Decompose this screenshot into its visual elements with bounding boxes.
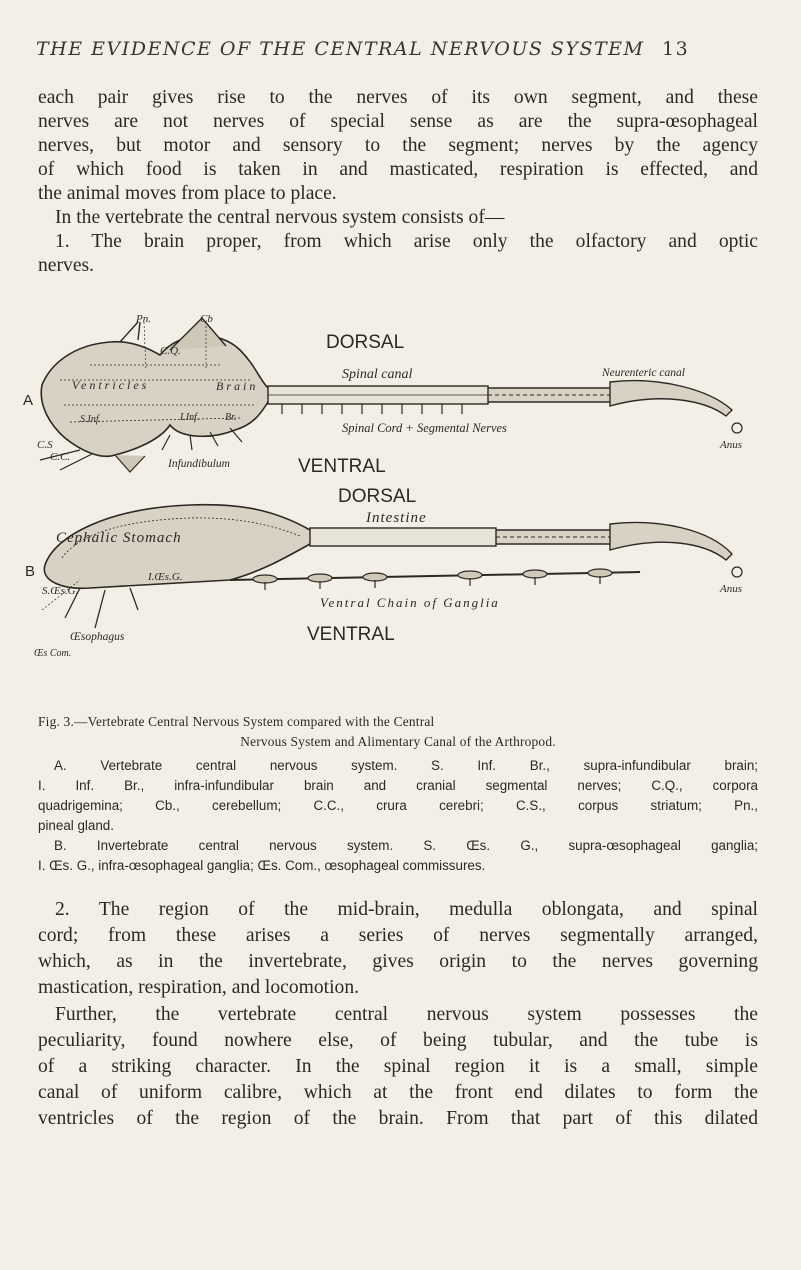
legend-line: pineal gland. [38,818,114,833]
paragraph-segment-nerves [38,86,758,206]
page-number: 13 [662,38,690,60]
label-cs: C.S [37,439,53,451]
label-anus-a: Anus [720,439,742,451]
figure-3-diagram [20,310,780,700]
label-infundibulum: Infundibulum [168,458,230,470]
legend-a [38,756,758,836]
paragraph-vertebrate-intro [38,206,758,230]
text-line: the animal moves from place to place. [38,183,337,204]
label-spinal-canal: Spinal canal [342,367,413,382]
legend-line: B. Invertebrate central nervous system. S. Œs. G., supra-œsophageal ganglia; [54,838,758,853]
text-line: of a striking character. In the spinal region it is a small, simple [38,1056,758,1077]
label-cq: C.Q. [160,345,181,357]
figure-caption [38,712,758,752]
paragraph-tubular [38,1002,758,1132]
text-line: ventricles of the region of the brain. From that part of this dilated [38,1108,758,1129]
label-cc: C.C. [50,451,71,463]
caption-line: Fig. 3.—Vertebrate Central Nervous System compared with the Central [38,714,435,729]
label-intestine: Intestine [366,510,427,526]
text-line: each pair gives rise to the nerves of its own segment, and these [38,87,758,108]
text-line: which, as in the invertebrate, gives origin to the nerves governing [38,951,758,972]
label-ioesg: I.Œs.G. [148,571,183,583]
text-line: 2. The region of the mid-brain, medulla oblongata, and spinal [55,899,758,920]
diagram-b-dorsal: DORSAL [338,486,417,507]
running-head [36,38,776,60]
running-head-title: THE EVIDENCE OF THE CENTRAL NERVOUS SYSTEM [36,38,645,60]
legend-b [38,836,758,876]
text-line: 1. The brain proper, from which arise only the olfactory and optic [55,231,758,252]
caption-line: Nervous System and Alimentary Canal of the Arthropod. [240,734,556,749]
figure-svg [20,310,780,700]
label-cb: Cb [200,313,213,325]
text-line: In the vertebrate the central nervous system consists of— [55,207,505,228]
label-iinf: I.Inf. [180,412,200,423]
label-oes-com: Œs Com. [34,648,72,659]
text-line: nerves are not nerves of special sense as are the supra-œsophageal [38,111,758,132]
label-ventricles: Ventricles [72,378,150,392]
diagram-b-ventral: VENTRAL [307,624,395,645]
diagram-b-letter: B [25,563,36,580]
text-line: Further, the vertebrate central nervous system possesses the [55,1004,758,1025]
text-line: nerves. [38,255,95,276]
label-cephalic-stomach: Cephalic Stomach [56,530,182,546]
ventral-ganglia-chain [230,572,640,580]
intestine-tube [310,528,496,546]
label-sinf: S.Inf. [80,414,102,425]
label-pn: Pn. [136,313,151,325]
label-brain: Brain [216,379,259,393]
diagram-a-letter: A [23,392,34,409]
legend-line: I. Œs. G., infra-œsophageal ganglia; Œs. Com., œsophageal commissures. [38,858,486,873]
text-line: cord; from these arises a series of nerves segmentally arranged, [38,925,758,946]
label-oesophagus: Œsophagus [70,631,125,643]
text-line: peculiarity, found nowhere else, of being tubular, and the tube is [38,1030,758,1051]
legend-line: quadrigemina; Cb., cerebellum; C.C., crura cerebri; C.S., corpus striatum; Pn., [38,798,758,813]
label-spinal-cord: Spinal Cord + Segmental Nerves [342,421,507,435]
paragraph-mid-brain [38,897,758,1001]
neurenteric-canal-tail [610,381,732,416]
legend-line: I. Inf. Br., infra-infundibular brain and cranial segmental nerves; C.Q., corpora [38,778,758,793]
label-ventral-chain: Ventral Chain of Ganglia [320,595,500,610]
diagram-a-ventral: VENTRAL [298,456,386,477]
paragraph-brain-proper [38,230,758,278]
text-line: mastication, respiration, and locomotion. [38,977,360,998]
label-neurenteric-canal: Neurenteric canal [602,367,685,379]
label-soesg: S.Œs.G. [42,585,79,597]
text-line: of which food is taken in and masticated, respiration is effected, and [38,159,758,180]
text-line: nerves, but motor and sensory to the segment; nerves by the agency [38,135,758,156]
label-br: Br. [225,412,237,423]
legend-line: A. Vertebrate central nervous system. S. Inf. Br., supra-infundibular brain; [54,758,758,773]
text-line: canal of uniform calibre, which at the front end dilates to form the [38,1082,758,1103]
diagram-a-dorsal: DORSAL [326,332,405,353]
label-anus-b: Anus [720,583,742,595]
